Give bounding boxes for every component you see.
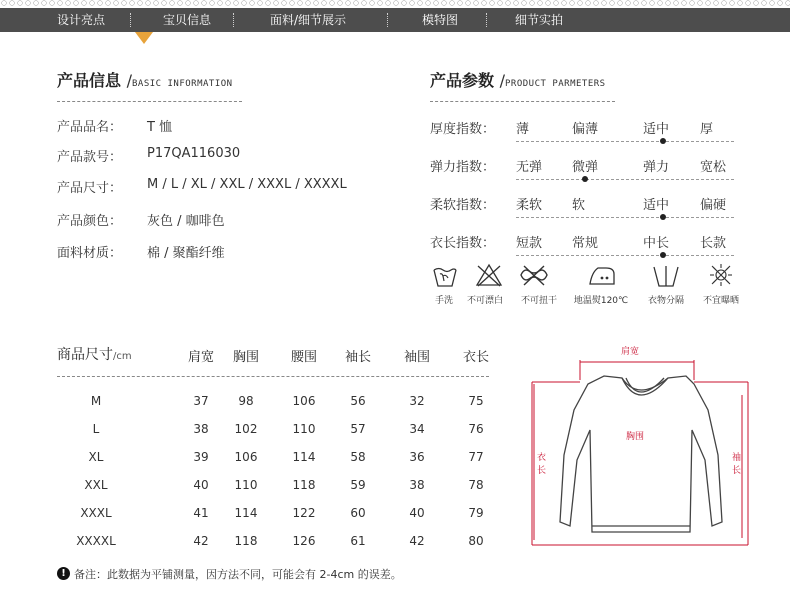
size-table-divider <box>57 376 489 377</box>
product-info-heading <box>57 68 233 91</box>
diagram-label-length-1: 衣 <box>537 453 547 463</box>
diagram-label-chest: 胸围 <box>626 432 645 442</box>
nav-item-product-info[interactable]: 宝贝信息 <box>163 13 212 27</box>
size-table-size-label: XL <box>88 450 104 464</box>
info-label-color: 产品颜色： <box>57 214 123 229</box>
product-params-title: 产品参数 <box>430 71 495 90</box>
size-table-title: 商品尺寸 <box>57 347 113 363</box>
divider <box>57 101 242 102</box>
size-table-header: 衣长 <box>462 350 489 365</box>
care-label-hand-wash: 手洗 <box>434 296 453 306</box>
info-value-size: M / L / XL / XXL / XXXL / XXXXL <box>147 177 347 192</box>
nav-separator <box>130 13 131 27</box>
size-table-cell: 110 <box>234 478 258 492</box>
param-option: 薄 <box>516 122 530 137</box>
info-value-sku: P17QA116030 <box>147 146 241 161</box>
param-label: 弹力指数： <box>430 160 496 175</box>
size-table-cell: 75 <box>468 394 484 408</box>
care-label-no-wring: 不可扭干 <box>520 296 557 306</box>
nav-item-detail[interactable]: 细节实拍 <box>515 13 564 27</box>
param-option: 微弹 <box>572 160 599 175</box>
info-value-material: 棉 / 聚酯纤维 <box>147 246 225 261</box>
size-table-cell: 80 <box>468 534 484 548</box>
param-option: 长款 <box>700 236 727 251</box>
param-option: 偏薄 <box>572 122 599 137</box>
size-table-cell: 38 <box>193 422 209 436</box>
size-table-size-label: M <box>90 394 102 408</box>
size-table-cell: 61 <box>350 534 366 548</box>
size-table-cell: 114 <box>292 450 316 464</box>
care-label-separate: 衣物分隔 <box>647 296 684 306</box>
info-label-name: 产品品名： <box>57 120 123 135</box>
size-table-cell: 37 <box>193 394 209 408</box>
care-icons <box>430 262 750 308</box>
param-option: 常规 <box>572 236 599 251</box>
param-option: 中长 <box>643 236 670 251</box>
info-value-color: 灰色 / 咖啡色 <box>147 214 225 229</box>
diagram-label-length-2: 长 <box>537 466 547 476</box>
size-table-cell: 110 <box>292 422 316 436</box>
size-table-cell: 118 <box>234 534 258 548</box>
size-table-cell: 59 <box>350 478 366 492</box>
care-label-no-bleach: 不可漂白 <box>466 296 503 306</box>
param-option: 厚 <box>700 122 714 137</box>
param-option: 偏硬 <box>700 198 727 213</box>
param-option: 短款 <box>516 236 543 251</box>
size-table-header: 袖长 <box>344 350 371 365</box>
size-table-cell: 102 <box>234 422 258 436</box>
heading-slash: / <box>499 71 505 90</box>
decorative-ring-strip <box>0 0 790 6</box>
size-table-cell: 76 <box>468 422 484 436</box>
info-value-name: T 恤 <box>147 120 173 135</box>
size-table-cell: 36 <box>409 450 425 464</box>
param-track <box>516 217 734 218</box>
size-table-size-label: L <box>92 422 100 436</box>
heading-slash: / <box>126 71 132 90</box>
size-table-cell: 58 <box>350 450 366 464</box>
size-table-cell: 42 <box>193 534 209 548</box>
param-label: 柔软指数： <box>430 198 496 213</box>
param-option: 无弹 <box>516 160 543 175</box>
size-table-cell: 106 <box>234 450 258 464</box>
no-sun-icon <box>706 262 736 288</box>
diagram-label-shoulder: 肩宽 <box>621 347 640 357</box>
diagram-label-sleeve-1: 袖 <box>732 453 742 463</box>
size-table-size-label: XXL <box>84 478 108 492</box>
size-table-cell: 106 <box>292 394 316 408</box>
size-table-header: 胸围 <box>232 350 259 365</box>
size-table-cell: 42 <box>409 534 425 548</box>
param-option: 适中 <box>643 122 670 137</box>
care-label-iron: 地温熨120℃ <box>573 296 629 306</box>
size-table-cell: 79 <box>468 506 484 520</box>
size-table-cell: 39 <box>193 450 209 464</box>
divider <box>430 101 615 102</box>
garment-diagram <box>522 340 754 552</box>
nav-item-design[interactable]: 设计亮点 <box>57 13 106 27</box>
info-label-material: 面料材质： <box>57 246 123 261</box>
size-table-header: 袖围 <box>403 350 430 365</box>
size-table-cell: 78 <box>468 478 484 492</box>
active-tab-arrow-icon <box>135 32 153 44</box>
info-icon: ! <box>57 567 70 580</box>
product-info-title: 产品信息 <box>57 71 122 90</box>
info-label-size: 产品尺寸： <box>57 181 123 196</box>
param-label: 厚度指数： <box>430 122 496 137</box>
note-text: 备注：此数据为平铺测量，因方法不同，可能会有 2-4cm 的误差。 <box>74 568 402 581</box>
product-info-subtitle: BASIC INFORMATION <box>131 79 233 89</box>
nav-item-fabric[interactable]: 面料/细节展示 <box>270 13 347 27</box>
no-bleach-icon <box>474 262 504 288</box>
param-option: 柔软 <box>516 198 543 213</box>
hand-wash-icon <box>430 262 460 288</box>
size-table-cell: 57 <box>350 422 366 436</box>
nav-item-model[interactable]: 模特图 <box>422 13 459 27</box>
param-option: 适中 <box>643 198 670 213</box>
nav-separator <box>233 13 234 27</box>
care-label-no-sun: 不宜曝晒 <box>702 296 739 306</box>
no-wring-icon <box>518 262 550 288</box>
size-table-heading <box>57 344 132 364</box>
size-table-cell: 34 <box>409 422 425 436</box>
info-label-sku: 产品款号： <box>57 150 123 165</box>
product-params-subtitle: PRODUCT PARMETERS <box>504 79 606 89</box>
param-track <box>516 179 734 180</box>
size-table-size-label: XXXL <box>80 506 112 520</box>
size-table-size-label: XXXXL <box>76 534 116 548</box>
size-table-cell: 114 <box>234 506 258 520</box>
size-table-cell: 40 <box>409 506 425 520</box>
iron-icon <box>586 262 618 288</box>
size-table-cell: 60 <box>350 506 366 520</box>
param-track <box>516 255 734 256</box>
size-table-cell: 118 <box>292 478 316 492</box>
size-table-unit: /cm <box>113 351 132 362</box>
param-option: 弹力 <box>643 160 670 175</box>
product-params-heading <box>430 68 606 91</box>
size-table-cell: 122 <box>292 506 316 520</box>
size-table-header: 腰围 <box>290 350 317 365</box>
size-table-cell: 98 <box>238 394 254 408</box>
diagram-label-sleeve-2: 长 <box>732 466 742 476</box>
param-option: 软 <box>572 198 586 213</box>
size-table-cell: 77 <box>468 450 484 464</box>
sweater-diagram-illustration <box>522 340 754 552</box>
param-label: 衣长指数： <box>430 236 496 251</box>
param-track <box>516 141 734 142</box>
top-nav-bar <box>0 8 790 32</box>
size-table-cell: 32 <box>409 394 425 408</box>
nav-separator <box>387 13 388 27</box>
size-table-cell: 126 <box>292 534 316 548</box>
param-indicator-dot <box>660 214 666 220</box>
separate-wash-icon <box>650 262 682 288</box>
size-table-cell: 38 <box>409 478 425 492</box>
size-table-cell: 40 <box>193 478 209 492</box>
size-table-cell: 56 <box>350 394 366 408</box>
param-indicator-dot <box>582 176 588 182</box>
nav-separator <box>486 13 487 27</box>
param-option: 宽松 <box>700 160 727 175</box>
size-table-header: 肩宽 <box>187 350 214 365</box>
param-indicator-dot <box>660 252 666 258</box>
size-table-cell: 41 <box>193 506 209 520</box>
param-indicator-dot <box>660 138 666 144</box>
